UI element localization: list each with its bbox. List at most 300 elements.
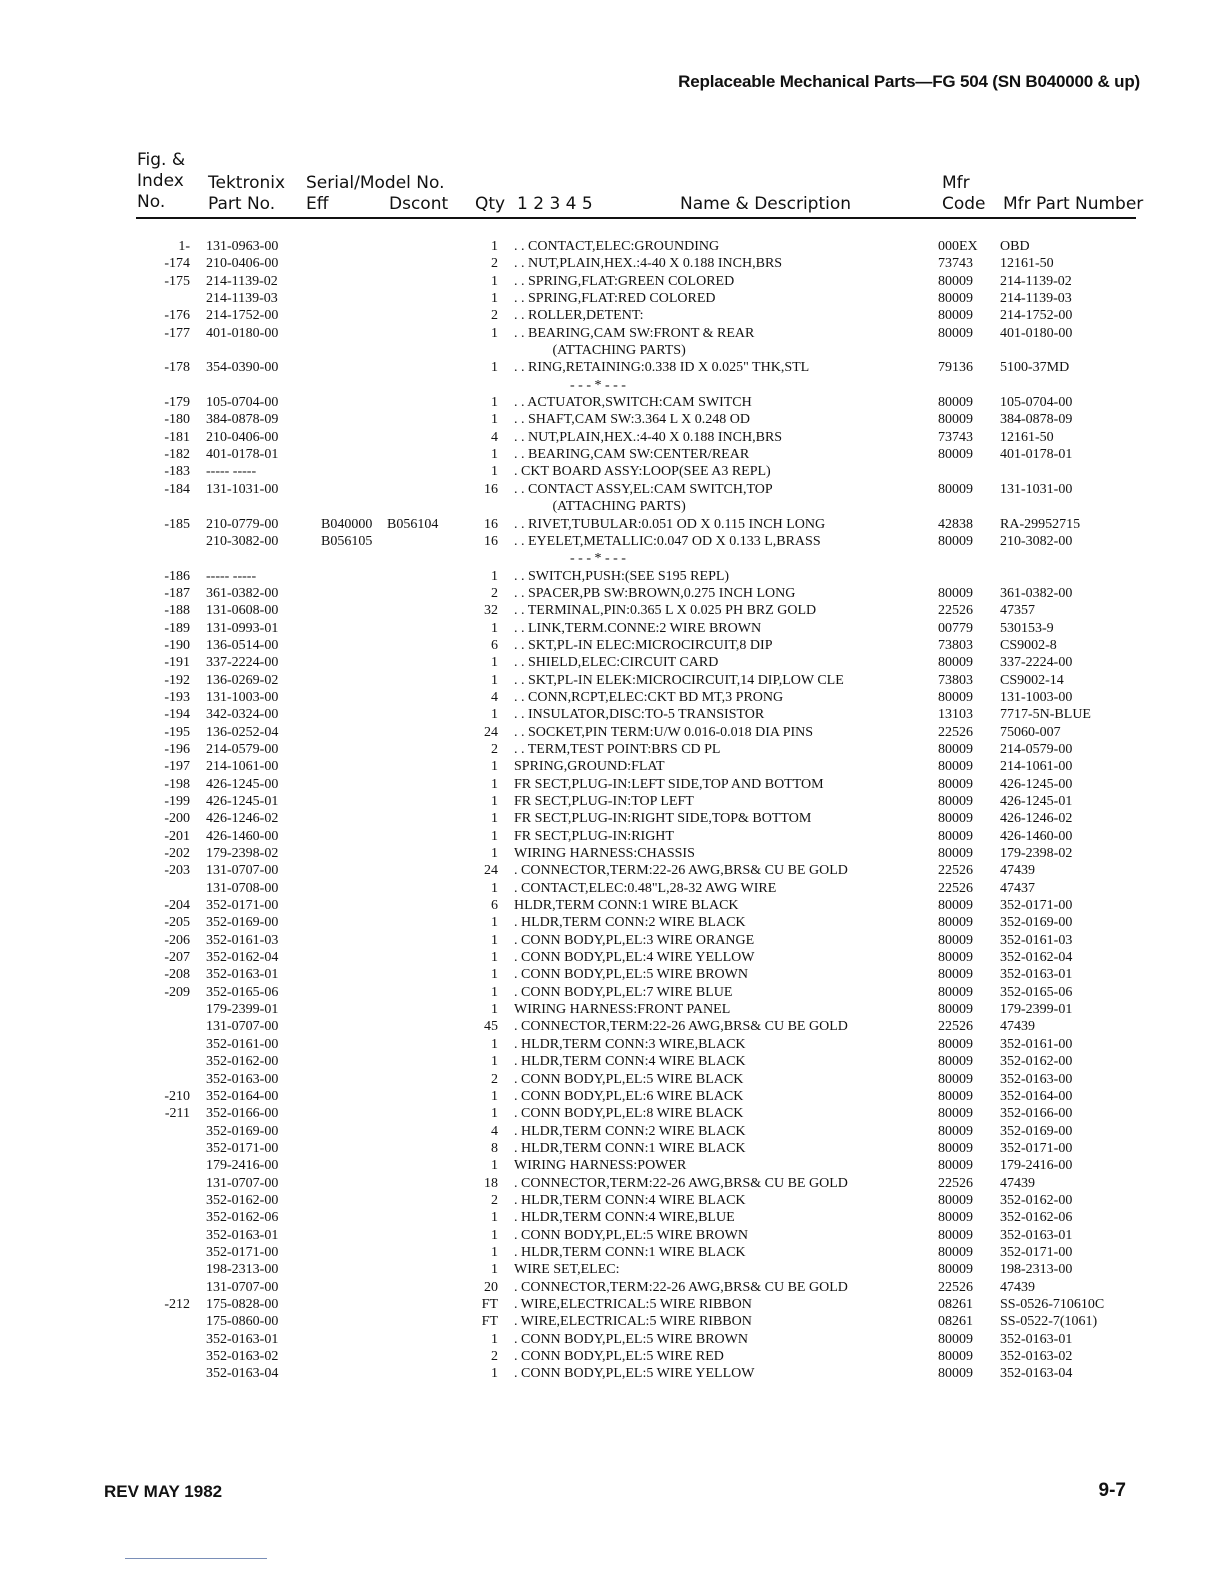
mfr-part-number: 426-1245-00 (1000, 776, 1073, 792)
mfr-part-number: 352-0171-00 (1000, 1140, 1073, 1156)
fig-index: -208 (164, 967, 190, 983)
name-description: WIRING HARNESS:FRONT PANEL (514, 1002, 731, 1018)
table-row (0, 1053, 1224, 1070)
name-description: WIRING HARNESS:CHASSIS (514, 846, 695, 862)
mfr-code: 80009 (938, 481, 973, 497)
fig-index: 1- (178, 239, 190, 254)
qty: 2 (491, 1192, 498, 1208)
tek-part-no: 401-0180-00 (206, 325, 279, 341)
table-row (0, 1036, 1224, 1053)
tek-part-no: 352-0163-01 (206, 967, 279, 983)
qty: 1 (491, 239, 498, 254)
tek-part-no: 198-2313-00 (206, 1262, 279, 1278)
parts-table (0, 238, 1224, 1383)
fig-index: -184 (164, 481, 190, 497)
name-description: . . SHIELD,ELEC:CIRCUIT CARD (514, 655, 719, 671)
col-levels: 1 2 3 4 5 (517, 194, 593, 214)
table-row (0, 481, 1224, 498)
mfr-part-number: 426-1246-02 (1000, 811, 1073, 827)
mfr-part-number: 352-0163-01 (1000, 1227, 1073, 1243)
name-description: . . SPACER,PB SW:BROWN,0.275 INCH LONG (514, 585, 796, 601)
table-row (0, 550, 1224, 567)
name-description: - - - * - - - (514, 377, 626, 393)
qty: 24 (484, 863, 498, 879)
serial-eff: B056105 (321, 533, 373, 549)
qty: 16 (484, 516, 498, 532)
fig-index: -174 (164, 256, 190, 272)
mfr-code: 80009 (938, 794, 973, 809)
mfr-part-number: CS9002-14 (1000, 672, 1064, 688)
fig-index: -183 (164, 464, 190, 480)
qty: 16 (484, 533, 498, 549)
qty: 1 (491, 1088, 498, 1104)
mfr-code: 13103 (938, 707, 973, 723)
qty: 2 (491, 1349, 498, 1364)
name-description: . CONNECTOR,TERM:22-26 AWG,BRS& CU BE GOLD (514, 1175, 848, 1191)
qty: 16 (484, 481, 498, 497)
mfr-code: 80009 (938, 967, 973, 983)
tek-part-no: 352-0171-00 (206, 1140, 279, 1156)
qty: 1 (491, 620, 498, 636)
table-row (0, 1209, 1224, 1226)
tek-part-no: 352-0164-00 (206, 1088, 279, 1104)
qty: 1 (491, 794, 498, 809)
qty: 1 (491, 915, 498, 931)
fig-index: -198 (164, 776, 190, 792)
mfr-code: 22526 (938, 880, 973, 896)
name-description: . . SPRING,FLAT:GREEN COLORED (514, 273, 735, 289)
name-description: . . TERMINAL,PIN:0.365 L X 0.025 PH BRZ GOLD (514, 603, 817, 619)
qty: 1 (491, 1227, 498, 1243)
mfr-part-number: 401-0178-01 (1000, 447, 1073, 463)
table-row (0, 342, 1224, 359)
fig-index: -175 (164, 273, 190, 289)
mfr-code: 80009 (938, 1140, 973, 1156)
col-serial: Serial/Model No. (306, 173, 445, 193)
fig-index: -210 (164, 1088, 190, 1104)
qty: 4 (491, 1123, 498, 1139)
table-row (0, 429, 1224, 446)
table-row (0, 516, 1224, 533)
mfr-part-number: 352-0162-06 (1000, 1210, 1073, 1226)
mfr-part-number: 47437 (1000, 880, 1035, 896)
qty: 8 (491, 1140, 498, 1156)
tek-part-no: 352-0169-00 (206, 915, 279, 931)
mfr-code: 80009 (938, 447, 973, 463)
col-fig-index: Fig. & Index No. (137, 150, 186, 212)
qty: 1 (491, 1036, 498, 1052)
mfr-part-number: 5100-37MD (1000, 360, 1070, 376)
col-dscont: Dscont (389, 194, 449, 214)
mfr-part-number: 47439 (1000, 1019, 1035, 1035)
tek-part-no: 352-0162-00 (206, 1192, 279, 1208)
tek-part-no: 352-0163-00 (206, 1071, 279, 1087)
table-row (0, 585, 1224, 602)
mfr-part-number: 352-0163-02 (1000, 1349, 1073, 1364)
tek-part-no: 210-0406-00 (206, 256, 279, 272)
table-row (0, 966, 1224, 983)
qty: 6 (491, 637, 498, 653)
name-description: . . CONTACT ASSY,EL:CAM SWITCH,TOP (514, 481, 773, 497)
name-description: . . ROLLER,DETENT: (514, 308, 644, 324)
name-description: (ATTACHING PARTS) (514, 343, 686, 359)
tek-part-no: 352-0162-00 (206, 1054, 279, 1070)
qty: 1 (491, 1331, 498, 1347)
col-mfr-code: Mfr Code (942, 173, 986, 214)
tek-part-no: 179-2399-01 (206, 1002, 279, 1018)
name-description: . WIRE,ELECTRICAL:5 WIRE RIBBON (514, 1314, 752, 1330)
tek-part-no: 131-0608-00 (206, 603, 279, 619)
name-description: . CONN BODY,PL,EL:8 WIRE BLACK (514, 1106, 744, 1122)
qty: 1 (491, 655, 498, 671)
mfr-code: 22526 (938, 724, 973, 740)
mfr-part-number: 179-2416-00 (1000, 1158, 1073, 1174)
name-description: . CONN BODY,PL,EL:6 WIRE BLACK (514, 1088, 744, 1104)
mfr-code: 80009 (938, 1366, 973, 1382)
fig-index: -204 (164, 898, 190, 914)
table-row (0, 984, 1224, 1001)
mfr-part-number: 401-0180-00 (1000, 325, 1073, 341)
tek-part-no: 361-0382-00 (206, 585, 279, 601)
fig-index: -182 (164, 447, 190, 463)
mfr-part-number: 198-2313-00 (1000, 1262, 1073, 1278)
tek-part-no: 352-0161-00 (206, 1036, 279, 1052)
tek-part-no: ----- ----- (206, 568, 257, 584)
name-description: . CONN BODY,PL,EL:4 WIRE YELLOW (514, 950, 755, 966)
table-row (0, 1123, 1224, 1140)
table-row (0, 1071, 1224, 1088)
name-description: . HLDR,TERM CONN:1 WIRE BLACK (514, 1244, 746, 1260)
table-row (0, 724, 1224, 741)
tek-part-no: 384-0878-09 (206, 412, 279, 428)
tek-part-no: 426-1245-01 (206, 794, 279, 809)
mfr-part-number: SS-0526-710610C (1000, 1296, 1105, 1312)
qty: 1 (491, 1366, 498, 1382)
table-row (0, 1227, 1224, 1244)
qty: 1 (491, 325, 498, 341)
qty: 1 (491, 1158, 498, 1174)
tek-part-no: 401-0178-01 (206, 447, 279, 463)
table-row (0, 533, 1224, 550)
name-description: . . SPRING,FLAT:RED COLORED (514, 291, 716, 307)
tek-part-no: 131-0707-00 (206, 1175, 279, 1191)
table-row (0, 463, 1224, 480)
col-eff: Eff (306, 194, 329, 214)
mfr-code: 80009 (938, 898, 973, 914)
table-row (0, 255, 1224, 272)
fig-index: -212 (164, 1296, 190, 1312)
mfr-part-number: SS-0522-7(1061) (1000, 1314, 1098, 1330)
mfr-part-number: 352-0171-00 (1000, 1244, 1073, 1260)
qty: 1 (491, 950, 498, 966)
mfr-code: 42838 (938, 516, 973, 532)
scan-edge-line (125, 1558, 267, 1559)
qty: 2 (491, 256, 498, 272)
table-row (0, 845, 1224, 862)
table-row (0, 897, 1224, 914)
name-description: . HLDR,TERM CONN:4 WIRE BLACK (514, 1054, 746, 1070)
mfr-code: 00779 (938, 620, 973, 636)
mfr-code: 80009 (938, 1158, 973, 1174)
tek-part-no: 179-2416-00 (206, 1158, 279, 1174)
name-description: . CONN BODY,PL,EL:5 WIRE YELLOW (514, 1366, 755, 1382)
table-row (0, 377, 1224, 394)
tek-part-no: 131-0708-00 (206, 880, 279, 896)
qty: 1 (491, 967, 498, 983)
tek-part-no: 210-0406-00 (206, 429, 279, 445)
mfr-code: 80009 (938, 533, 973, 549)
table-row (0, 1018, 1224, 1035)
name-description: . CONN BODY,PL,EL:5 WIRE RED (514, 1349, 724, 1364)
tek-part-no: 214-1139-03 (206, 291, 278, 307)
name-description: . CONN BODY,PL,EL:3 WIRE ORANGE (514, 932, 755, 948)
mfr-code: 80009 (938, 325, 973, 341)
tek-part-no: 175-0828-00 (206, 1296, 279, 1312)
col-qty: Qty (475, 194, 506, 214)
name-description: . . LINK,TERM.CONNE:2 WIRE BROWN (514, 620, 762, 636)
table-row (0, 1192, 1224, 1209)
tek-part-no: 352-0169-00 (206, 1123, 279, 1139)
name-description: . . RIVET,TUBULAR:0.051 OD X 0.115 INCH LONG (514, 516, 826, 532)
mfr-code: 80009 (938, 741, 973, 757)
mfr-part-number: OBD (1000, 239, 1030, 254)
mfr-code: 22526 (938, 603, 973, 619)
table-row (0, 602, 1224, 619)
table-row (0, 359, 1224, 376)
tek-part-no: 352-0163-04 (206, 1366, 279, 1382)
mfr-code: 80009 (938, 308, 973, 324)
qty: 1 (491, 828, 498, 844)
table-row (0, 498, 1224, 515)
mfr-code: 80009 (938, 291, 973, 307)
mfr-part-number: 352-0161-00 (1000, 1036, 1073, 1052)
tek-part-no: 175-0860-00 (206, 1314, 279, 1330)
mfr-code: 80009 (938, 585, 973, 601)
fig-index: -196 (164, 741, 190, 757)
name-description: FR SECT,PLUG-IN:RIGHT (514, 828, 674, 844)
mfr-code: 08261 (938, 1296, 973, 1312)
mfr-part-number: 214-1139-03 (1000, 291, 1072, 307)
mfr-code: 80009 (938, 1054, 973, 1070)
qty: 1 (491, 880, 498, 896)
mfr-part-number: 105-0704-00 (1000, 395, 1073, 411)
mfr-code: 80009 (938, 846, 973, 862)
mfr-part-number: 352-0166-00 (1000, 1106, 1073, 1122)
fig-index: -199 (164, 794, 190, 809)
mfr-part-number: 47439 (1000, 1279, 1035, 1295)
name-description: . CONN BODY,PL,EL:5 WIRE BLACK (514, 1071, 744, 1087)
fig-index: -186 (164, 568, 190, 584)
mfr-part-number: 75060-007 (1000, 724, 1061, 740)
table-row (0, 1088, 1224, 1105)
qty: 20 (484, 1279, 498, 1295)
table-row (0, 810, 1224, 827)
name-description: WIRING HARNESS:POWER (514, 1158, 687, 1174)
table-row (0, 914, 1224, 931)
fig-index: -200 (164, 811, 190, 827)
qty: 1 (491, 707, 498, 723)
mfr-part-number: 426-1460-00 (1000, 828, 1073, 844)
name-description: . HLDR,TERM CONN:4 WIRE BLACK (514, 1192, 746, 1208)
mfr-part-number: 179-2399-01 (1000, 1002, 1073, 1018)
mfr-code: 22526 (938, 1175, 973, 1191)
tek-part-no: 105-0704-00 (206, 395, 279, 411)
table-row (0, 1244, 1224, 1261)
table-row (0, 741, 1224, 758)
col-mfr-part: Mfr Part Number (1003, 194, 1144, 214)
qty: FT (481, 1296, 498, 1312)
name-description: . CONTACT,ELEC:0.48"L,28-32 AWG WIRE (514, 880, 777, 896)
table-row (0, 1175, 1224, 1192)
mfr-code: 80009 (938, 811, 973, 827)
serial-dscont: B056104 (387, 516, 439, 532)
mfr-code: 73743 (938, 256, 973, 272)
mfr-code: 80009 (938, 1331, 973, 1347)
mfr-part-number: 47439 (1000, 1175, 1035, 1191)
qty: 1 (491, 672, 498, 688)
mfr-code: 73743 (938, 429, 973, 445)
mfr-code: 80009 (938, 412, 973, 428)
qty: 1 (491, 291, 498, 307)
table-row (0, 689, 1224, 706)
table-row (0, 706, 1224, 723)
table-row (0, 325, 1224, 342)
qty: 1 (491, 984, 498, 1000)
mfr-code: 08261 (938, 1314, 973, 1330)
table-row (0, 1313, 1224, 1330)
mfr-part-number: 352-0162-04 (1000, 950, 1073, 966)
mfr-code: 80009 (938, 1262, 973, 1278)
qty: 1 (491, 360, 498, 376)
column-headers (0, 150, 1224, 216)
mfr-code: 79136 (938, 360, 973, 376)
table-row (0, 1001, 1224, 1018)
mfr-part-number: CS9002-8 (1000, 637, 1057, 653)
page-title: Replaceable Mechanical Parts—FG 504 (SN B040000 & up) (678, 72, 1140, 91)
fig-index: -188 (164, 603, 190, 619)
qty: 2 (491, 585, 498, 601)
mfr-part-number: 131-1031-00 (1000, 481, 1073, 497)
qty: 1 (491, 846, 498, 862)
name-description: HLDR,TERM CONN:1 WIRE BLACK (514, 898, 739, 914)
fig-index: -203 (164, 863, 190, 879)
tek-part-no: 136-0252-04 (206, 724, 279, 740)
mfr-part-number: 384-0878-09 (1000, 412, 1073, 428)
name-description: . CONN BODY,PL,EL:5 WIRE BROWN (514, 1331, 748, 1347)
table-row (0, 307, 1224, 324)
tek-part-no: 354-0390-00 (206, 360, 279, 376)
name-description: . . CONN,RCPT,ELEC:CKT BD MT,3 PRONG (514, 689, 784, 705)
mfr-part-number: 352-0163-04 (1000, 1366, 1073, 1382)
name-description: . HLDR,TERM CONN:2 WIRE BLACK (514, 1123, 746, 1139)
tek-part-no: 210-3082-00 (206, 533, 279, 549)
mfr-code: 80009 (938, 1106, 973, 1122)
mfr-code: 22526 (938, 1019, 973, 1035)
mfr-part-number: 131-1003-00 (1000, 689, 1073, 705)
fig-index: -193 (164, 689, 190, 705)
mfr-code: 80009 (938, 1192, 973, 1208)
tek-part-no: 342-0324-00 (206, 707, 279, 723)
name-description: . WIRE,ELECTRICAL:5 WIRE RIBBON (514, 1296, 752, 1312)
mfr-part-number: 47357 (1000, 603, 1035, 619)
mfr-part-number: 214-1139-02 (1000, 273, 1072, 289)
tek-part-no: 214-1139-02 (206, 273, 278, 289)
mfr-code: 80009 (938, 1244, 973, 1260)
qty: 1 (491, 273, 498, 289)
fig-index: -181 (164, 429, 190, 445)
tek-part-no: 214-0579-00 (206, 741, 279, 757)
table-row (0, 776, 1224, 793)
name-description: . CKT BOARD ASSY:LOOP(SEE A3 REPL) (514, 464, 771, 480)
qty: 6 (491, 898, 498, 914)
tek-part-no: 214-1752-00 (206, 308, 279, 324)
name-description: . CONNECTOR,TERM:22-26 AWG,BRS& CU BE GOLD (514, 1279, 848, 1295)
mfr-code: 80009 (938, 1071, 973, 1087)
tek-part-no: 352-0161-03 (206, 932, 279, 948)
name-description: . . SWITCH,PUSH:(SEE S195 REPL) (514, 568, 730, 584)
fig-index: -192 (164, 672, 190, 688)
name-description: FR SECT,PLUG-IN:LEFT SIDE,TOP AND BOTTOM (514, 776, 824, 792)
tek-part-no: 352-0163-01 (206, 1227, 279, 1243)
name-description: . . RING,RETAINING:0.338 ID X 0.025" THK,STL (514, 360, 810, 376)
mfr-code: 80009 (938, 655, 973, 671)
mfr-part-number: 352-0164-00 (1000, 1088, 1073, 1104)
table-row (0, 793, 1224, 810)
name-description: FR SECT,PLUG-IN:TOP LEFT (514, 794, 694, 809)
mfr-code: 73803 (938, 637, 973, 653)
tek-part-no: 352-0171-00 (206, 1244, 279, 1260)
mfr-part-number: 7717-5N-BLUE (1000, 707, 1091, 723)
mfr-part-number: 352-0163-01 (1000, 1331, 1073, 1347)
table-row (0, 1348, 1224, 1365)
qty: 4 (491, 689, 498, 705)
col-name-desc: Name & Description (680, 194, 852, 214)
name-description: . CONN BODY,PL,EL:5 WIRE BROWN (514, 1227, 748, 1243)
tek-part-no: 352-0163-01 (206, 1331, 279, 1347)
qty: 1 (491, 1054, 498, 1070)
fig-index: -180 (164, 412, 190, 428)
tek-part-no: 131-0707-00 (206, 1279, 279, 1295)
qty: 1 (491, 1210, 498, 1226)
table-row (0, 1279, 1224, 1296)
name-description: . CONN BODY,PL,EL:7 WIRE BLUE (514, 984, 733, 1000)
mfr-part-number: 352-0163-00 (1000, 1071, 1073, 1087)
fig-index: -205 (164, 915, 190, 931)
name-description: WIRE SET,ELEC: (514, 1262, 620, 1278)
qty: 1 (491, 1002, 498, 1018)
fig-index: -190 (164, 637, 190, 653)
table-row (0, 1157, 1224, 1174)
name-description: - - - * - - - (514, 551, 626, 567)
name-description: . . EYELET,METALLIC:0.047 OD X 0.133 L,BRASS (514, 533, 821, 549)
mfr-part-number: 214-0579-00 (1000, 741, 1073, 757)
mfr-code: 80009 (938, 984, 973, 1000)
mfr-code: 80009 (938, 776, 973, 792)
qty: 1 (491, 1106, 498, 1122)
table-row (0, 1365, 1224, 1382)
table-row (0, 932, 1224, 949)
mfr-part-number: 352-0165-06 (1000, 984, 1073, 1000)
mfr-part-number: RA-29952715 (1000, 516, 1081, 532)
mfr-code: 80009 (938, 273, 973, 289)
tek-part-no: 352-0166-00 (206, 1106, 279, 1122)
table-row (0, 654, 1224, 671)
tek-part-no: 131-0963-00 (206, 239, 279, 254)
mfr-part-number: 352-0169-00 (1000, 915, 1073, 931)
table-row (0, 880, 1224, 897)
mfr-code: 22526 (938, 1279, 973, 1295)
tek-part-no: 352-0162-06 (206, 1210, 279, 1226)
